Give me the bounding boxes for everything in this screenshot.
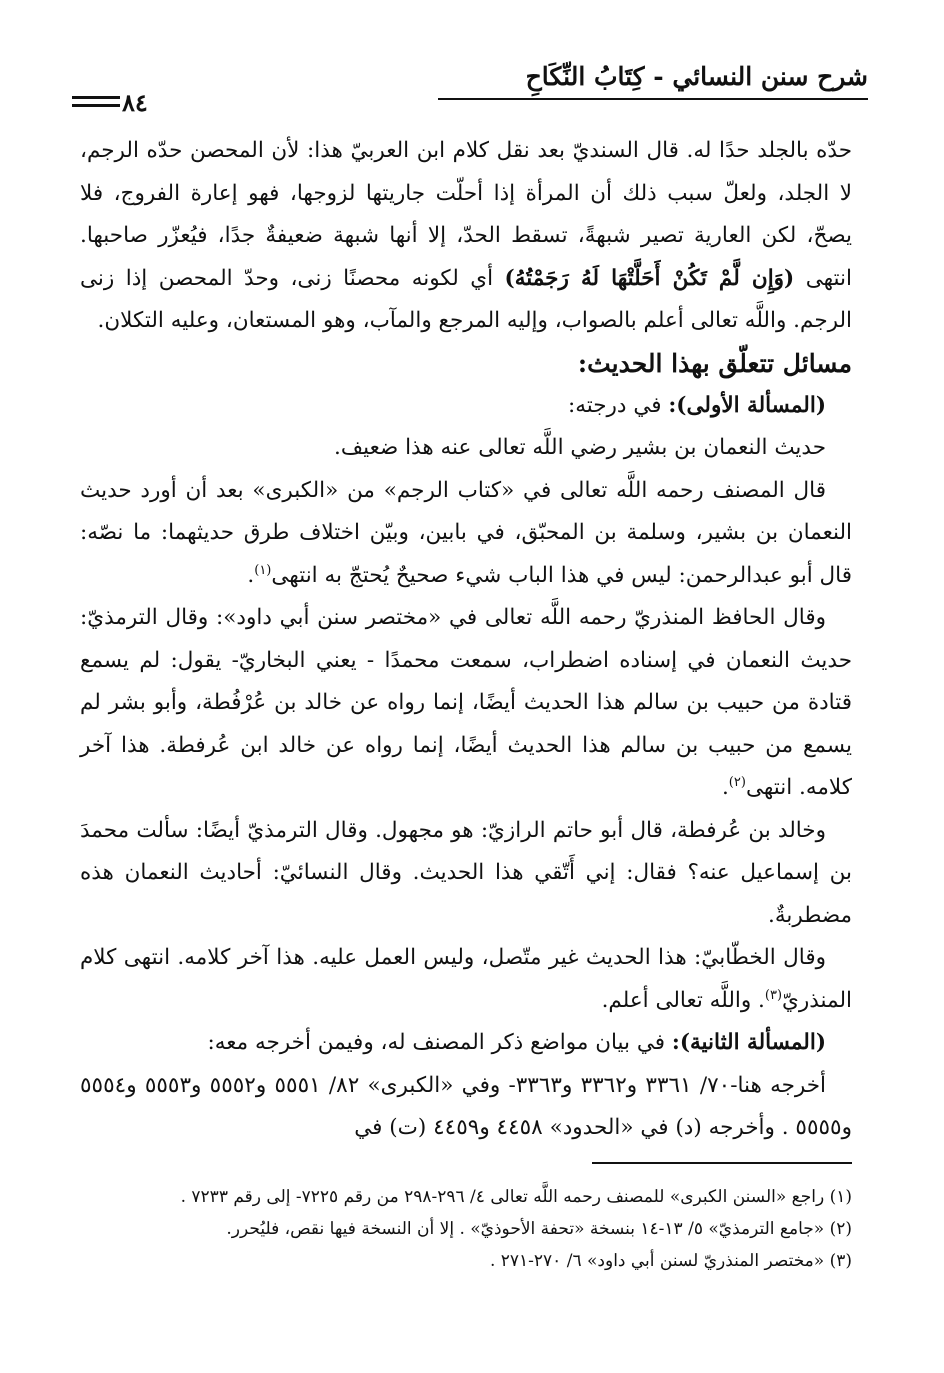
footnote: (٣) «مختصر المنذريّ لسنن أبي داود» ٦/ ٢٧٠-٢٧١ .: [489, 1251, 852, 1271]
paragraph: وقال الخطّابيّ: هذا الحديث غير متّصل، وليس العمل عليه. هذا آخر كلامه. انتهى كلام المنذريّ$^{(٣)}$. واللَّه تعالى أعلم.: [80, 945, 852, 1013]
footnote-ref[interactable]: (٢): [728, 774, 746, 790]
paragraph: أخرجه هنا-٧٠/ ٣٣٦١ و٣٣٦٢ و٣٣٦٣- وفي «الكبرى» ٨٢/ ٥٥٥١ و٥٥٥٢ و٥٥٥٣ و٥٥٥٤ و٥٥٥٥ . وأخرجه (د) في «الحدود» ٤٤٥٨ و٤٤٥٩ (ت) في: [80, 1072, 852, 1140]
running-title: شرح سنن النسائي - كِتَابُ النِّكَاحِ: [525, 62, 868, 91]
issue-one-title: (المسألة الأولى): في درجته:: [567, 392, 826, 418]
page-header: [78, 58, 868, 118]
main-text: [80, 130, 852, 1150]
footnote: (٢) «جامع الترمذيّ» ٥/ ١٣-١٤ بنسخة «تحفة الأحوذيّ» . إلا أن النسخة فيها نقص، فليُحرر.: [226, 1219, 852, 1239]
footnotes: [80, 1184, 852, 1280]
paragraph: وخالد بن عُرفطة، قال أبو حاتم الرازيّ: هو مجهول. وقال الترمذيّ أيضًا: سألت محمدَ بن إسماعيل عنه؟ فقال: إني أَتّقي هذا الحديث. وقال النسائيّ: أحاديث النعمان هذه مضطربةٌ.: [80, 817, 852, 928]
paragraph: حديث النعمان بن بشير رضي اللَّه تعالى عنه هذا ضعيف.: [334, 435, 826, 460]
footnote-separator: [592, 1162, 852, 1164]
paragraph: قال المصنف رحمه اللَّه تعالى في «كتاب الرجم» من «الكبرى» بعد أن أورد حديث النعمان بن بشير، وسلمة بن المحبّق، في بابين، وبيّن اختلاف طرق حديثهما: ما نصّه: قال أبو عبدالرحمن: ليس في هذا الباب شيء صحيحٌ يُحتجّ به انتهى$^{(١)}$.: [80, 477, 852, 588]
header-rule: [438, 98, 868, 100]
footnote: (١) راجع «السنن الكبرى» للمصنف رحمه اللَّه تعالى ٤/ ٢٩٦-٢٩٨ من رقم ٧٢٢٥- إلى رقم ٧٢٣٣ .: [180, 1187, 852, 1207]
issue-two-title: (المسألة الثانية): في بيان مواضع ذكر المصنف له، وفيمن أخرجه معه:: [207, 1030, 826, 1055]
paragraph: حدّه بالجلد حدًا له. قال السنديّ بعد نقل كلام ابن العربيّ هذا: لأن المحصن حدّه الرجم، لا الجلد، ولعلّ سبب ذلك أن المرأة إذا أحلّت جاريتها لزوجها، فهو إعارة الفروج، فلا يصحّ، لكن العارية تصير شبهةً، تسقط الحدّ، إلا أنها شبهة ضعيفةٌ جدًا، فيُعزّر صاحبها. انتهى (وَإِن لَّمْ تَكُنْ أَحَلَّتْهَا لَهُ رَجَمْتُهُ) أي لكونه محصنًا زنى، وحدّ المحصن إذا زنى الرجم. واللَّه تعالى أعلم بالصواب، وإليه المرجع والمآب، وهو المستعان، وعليه التكلان.: [80, 138, 852, 333]
paragraph: وقال الحافظ المنذريّ رحمه اللَّه تعالى في «مختصر سنن أبي داود»: وقال الترمذيّ: حديث النعمان في إسناده اضطراب، سمعت محمدًا - يعني البخاريّ- يقول: لم يسمع قتادة من حبيب بن سالم هذا الحديث أيضًا، إنما رواه عن خالد بن عُرْفُطة، وأبو بشر لم يسمع من حبيب بن سالم هذا الحديث أيضًا، إنما رواه عن خالد ابن عُرفطة. هذا آخر كلامه. انتهى$^{(٢)}$.: [80, 605, 852, 800]
section-heading: مسائل تتعلّق بهذا الحديث:: [577, 348, 852, 378]
footnote-ref[interactable]: (١): [254, 562, 272, 578]
footnote-ref[interactable]: (٣): [764, 987, 783, 1003]
quran-quote: (وَإِن لَّمْ تَكُنْ أَحَلَّتْهَا لَهُ رَجَمْتُهُ): [504, 265, 795, 291]
page-number-rules: [72, 96, 120, 112]
page-number: ٨٤: [122, 88, 148, 117]
